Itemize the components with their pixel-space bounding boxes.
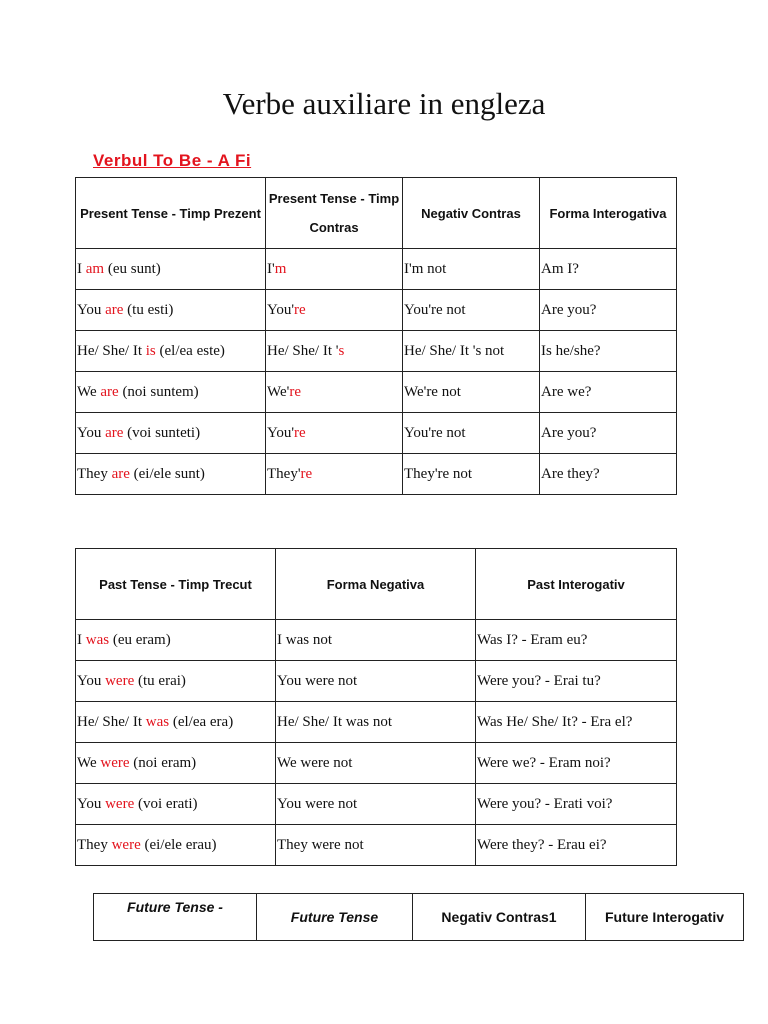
- table-cell-col-1: [76, 661, 276, 702]
- cell-text: You: [77, 795, 106, 812]
- section-subtitle: Verbul To Be - A Fi: [93, 151, 252, 170]
- future-tense-table: [93, 893, 744, 941]
- table-cell-col-3: You're not: [403, 413, 540, 454]
- table-cell-col-1: [76, 784, 276, 825]
- cell-text: (eu eram): [109, 631, 171, 648]
- table-cell-col-3: They're not: [403, 454, 540, 495]
- table-cell-col-4: Are you?: [540, 290, 677, 331]
- table-cell-col-4: Are you?: [540, 413, 677, 454]
- table-cell-col-1: [76, 743, 276, 784]
- table-row: [76, 825, 677, 866]
- cell-text: We: [77, 754, 101, 771]
- cell-text: He/ She/ It: [77, 713, 146, 730]
- verb-highlight: were: [105, 672, 135, 689]
- present-tense-table: [75, 177, 677, 495]
- table-cell-col-3: We're not: [403, 372, 540, 413]
- header-forma-interogativa: Forma Interogativa: [540, 178, 677, 249]
- table-row: [76, 372, 677, 413]
- table-cell-col-3: He/ She/ It 's not: [403, 331, 540, 372]
- table-row: [76, 784, 677, 825]
- cell-text: (ei/ele sunt): [129, 465, 205, 482]
- verb-highlight: were: [111, 836, 141, 853]
- cell-text: I: [77, 631, 86, 648]
- header-forma-negativa: Forma Negativa: [276, 549, 476, 620]
- table-cell-col-2: [266, 454, 403, 495]
- table-cell-col-3: Was He/ She/ It? - Era el?: [476, 702, 677, 743]
- header-past-interogativ: Past Interogativ: [476, 549, 677, 620]
- header-present-contras: Present Tense - Timp Contras: [266, 178, 403, 249]
- header-past-tense: Past Tense - Timp Trecut: [76, 549, 276, 620]
- cell-text: (voi erati): [134, 795, 198, 812]
- verb-highlight: re: [300, 465, 313, 482]
- cell-text: We': [267, 383, 290, 400]
- table-cell-col-2: [266, 249, 403, 290]
- table-cell-col-1: [76, 331, 266, 372]
- table-row: [76, 743, 677, 784]
- table-cell-col-3: Were you? - Erai tu?: [476, 661, 677, 702]
- document-title: Verbe auxiliare in engleza: [222, 86, 546, 121]
- table-row: [76, 620, 677, 661]
- cell-text: He/ She/ It: [77, 342, 146, 359]
- table-row: [76, 331, 677, 372]
- table-row: [76, 661, 677, 702]
- table-header-row: [76, 549, 677, 620]
- verb-highlight: m: [274, 260, 287, 277]
- table-cell-col-2: We were not: [276, 743, 476, 784]
- verb-highlight: is: [145, 342, 156, 359]
- verb-highlight: are: [105, 301, 124, 318]
- table-cell-col-1: [76, 290, 266, 331]
- cell-text: You': [267, 301, 295, 318]
- table-cell-col-3: Were we? - Eram noi?: [476, 743, 677, 784]
- table-row: [76, 702, 677, 743]
- cell-text: I: [77, 260, 86, 277]
- past-tense-table: [75, 548, 677, 866]
- table-cell-col-3: Was I? - Eram eu?: [476, 620, 677, 661]
- table-cell-col-1: [76, 454, 266, 495]
- table-cell-col-2: I was not: [276, 620, 476, 661]
- header-negativ-contras: Negativ Contras: [403, 178, 540, 249]
- verb-highlight: re: [289, 383, 301, 400]
- table-row: [76, 454, 677, 495]
- table-cell-col-2: You were not: [276, 784, 476, 825]
- cell-text: (ei/ele erau): [140, 836, 217, 853]
- cell-text: (voi sunteti): [123, 424, 201, 441]
- table-cell-col-2: [266, 331, 403, 372]
- cell-text: (tu erai): [134, 672, 186, 689]
- table-row: [76, 413, 677, 454]
- header-future-tense-2: Future Tense: [257, 894, 413, 941]
- cell-text: I': [267, 260, 275, 277]
- table-cell-col-2: He/ She/ It was not: [276, 702, 476, 743]
- table-cell-col-1: [76, 372, 266, 413]
- verb-highlight: were: [100, 754, 130, 771]
- cell-text: You: [77, 672, 106, 689]
- cell-text: (noi suntem): [118, 383, 199, 400]
- verb-highlight: am: [85, 260, 105, 277]
- verb-highlight: are: [111, 465, 130, 482]
- verb-highlight: was: [85, 631, 110, 648]
- table-cell-col-1: [76, 620, 276, 661]
- cell-text: You: [77, 424, 106, 441]
- cell-text: They: [77, 465, 112, 482]
- cell-text: (el/ea era): [169, 713, 234, 730]
- table-cell-col-2: [266, 290, 403, 331]
- table-cell-col-2: [266, 413, 403, 454]
- table-cell-col-2: You were not: [276, 661, 476, 702]
- verb-highlight: are: [105, 424, 124, 441]
- table-cell-col-2: [266, 372, 403, 413]
- table-cell-col-4: Are they?: [540, 454, 677, 495]
- cell-text: We: [77, 383, 101, 400]
- table-cell-col-1: [76, 413, 266, 454]
- cell-text: You: [77, 301, 106, 318]
- cell-text: They: [77, 836, 112, 853]
- table-cell-col-3: You're not: [403, 290, 540, 331]
- table-cell-col-3: I'm not: [403, 249, 540, 290]
- cell-text: You': [267, 424, 295, 441]
- header-present-tense: Present Tense - Timp Prezent: [76, 178, 266, 249]
- verb-highlight: was: [145, 713, 170, 730]
- table-cell-col-1: [76, 702, 276, 743]
- table-cell-col-3: Were they? - Erau ei?: [476, 825, 677, 866]
- verb-highlight: re: [294, 424, 306, 441]
- table-cell-col-2: They were not: [276, 825, 476, 866]
- verb-highlight: s: [338, 342, 345, 359]
- cell-text: (eu sunt): [104, 260, 161, 277]
- cell-text: (el/ea este): [155, 342, 225, 359]
- table-header-row: [76, 178, 677, 249]
- table-row: [76, 249, 677, 290]
- verb-highlight: re: [294, 301, 306, 318]
- verb-highlight: are: [100, 383, 119, 400]
- table-header-row: [94, 894, 744, 941]
- table-cell-col-1: [76, 249, 266, 290]
- table-cell-col-4: Are we?: [540, 372, 677, 413]
- table-row: [76, 290, 677, 331]
- cell-text: (noi eram): [129, 754, 197, 771]
- table-cell-col-3: Were you? - Erati voi?: [476, 784, 677, 825]
- table-cell-col-4: Is he/she?: [540, 331, 677, 372]
- header-future-interogativ: Future Interogativ: [586, 894, 744, 941]
- cell-text: (tu esti): [123, 301, 174, 318]
- header-future-tense: Future Tense -: [94, 894, 257, 941]
- table-cell-col-4: Am I?: [540, 249, 677, 290]
- verb-highlight: were: [105, 795, 135, 812]
- cell-text: They': [267, 465, 301, 482]
- cell-text: He/ She/ It ': [267, 342, 339, 359]
- header-negativ-contras1: Negativ Contras1: [413, 894, 586, 941]
- table-cell-col-1: [76, 825, 276, 866]
